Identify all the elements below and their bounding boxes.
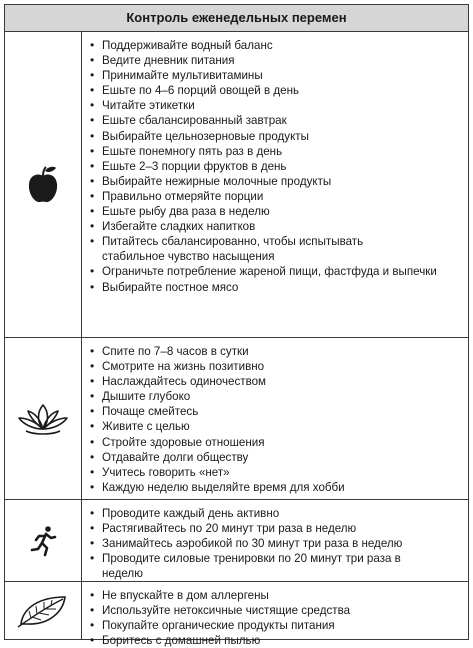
list-item: • Правильно отмеряйте порции (90, 189, 464, 204)
list-item: • Ведите дневник питания (90, 53, 464, 68)
list-item: • Принимайте мультивитамины (90, 68, 464, 83)
list-item: • Поддерживайте водный баланс (90, 38, 464, 53)
nutrition-list (90, 38, 464, 295)
list-item: • Покупайте органические продукты питания (90, 618, 464, 633)
list-item: • Наслаждайтесь одиночеством (90, 374, 464, 389)
section-nutrition (5, 32, 468, 338)
list-item: • Растягивайтесь по 20 минут три раза в неделю (90, 521, 464, 536)
list-item: • Читайте этикетки (90, 98, 464, 113)
list-item: • Спите по 7–8 часов в сутки (90, 344, 464, 359)
list-item: • Питайтесь сбалансированно, чтобы испытывать стабильное чувство насыщения (90, 234, 402, 264)
list-item: • Дышите глубоко (90, 389, 464, 404)
icon-cell (5, 500, 82, 581)
list-cell (82, 500, 468, 581)
mind-list (90, 344, 464, 495)
section-mind (5, 338, 468, 500)
lotus-icon (16, 402, 70, 436)
list-item: • Ешьте рыбу два раза в неделю (90, 204, 464, 219)
list-cell (82, 32, 468, 337)
list-item: • Стройте здоровые отношения (90, 435, 464, 450)
list-item: • Живите с целью (90, 419, 464, 434)
list-item: • Избегайте сладких напитков (90, 219, 464, 234)
list-item: • Ешьте сбалансированный завтрак (90, 113, 464, 128)
list-item: • Не впускайте в дом аллергены (90, 588, 464, 603)
icon-cell (5, 582, 82, 640)
list-item: • Выбирайте цельнозерновые продукты (90, 129, 464, 144)
list-item: • Ешьте по 4–6 порций овощей в день (90, 83, 464, 98)
list-item: • Используйте нетоксичные чистящие средства (90, 603, 464, 618)
runner-icon (29, 525, 57, 557)
icon-cell (5, 338, 82, 499)
apple-icon (26, 165, 60, 205)
list-item: • Проводите каждый день активно (90, 506, 464, 521)
list-item: • Выбирайте постное мясо (90, 280, 464, 295)
leaf-icon (17, 594, 69, 628)
list-item: • Боритесь с домашней пылью (90, 633, 464, 648)
list-item: • Ешьте понемногу пять раз в день (90, 144, 464, 159)
weekly-changes-table (4, 4, 469, 648)
list-item: • Каждую неделю выделяйте время для хобби (90, 480, 464, 495)
section-activity (5, 500, 468, 582)
list-item: • Смотрите на жизнь позитивно (90, 359, 464, 374)
list-item: • Выбирайте нежирные молочные продукты (90, 174, 464, 189)
table-title: Контроль еженедельных перемен (5, 5, 468, 32)
list-cell (82, 582, 468, 648)
list-item: • Отдавайте долги обществу (90, 450, 464, 465)
list-item: • Проводите силовые тренировки по 20 минут три раза в неделю (90, 551, 432, 581)
list-item: • Ограничьте потребление жареной пищи, фастфуда и выпечки (90, 264, 464, 279)
list-item: • Занимайтесь аэробикой по 30 минут три раза в неделю (90, 536, 464, 551)
section-environment (5, 582, 468, 648)
list-item: • Учитесь говорить «нет» (90, 465, 464, 480)
list-cell (82, 338, 468, 499)
icon-cell (5, 32, 82, 337)
activity-list (90, 506, 464, 581)
environment-list (90, 588, 464, 648)
list-item: • Почаще смейтесь (90, 404, 464, 419)
list-item: • Ешьте 2–3 порции фруктов в день (90, 159, 464, 174)
